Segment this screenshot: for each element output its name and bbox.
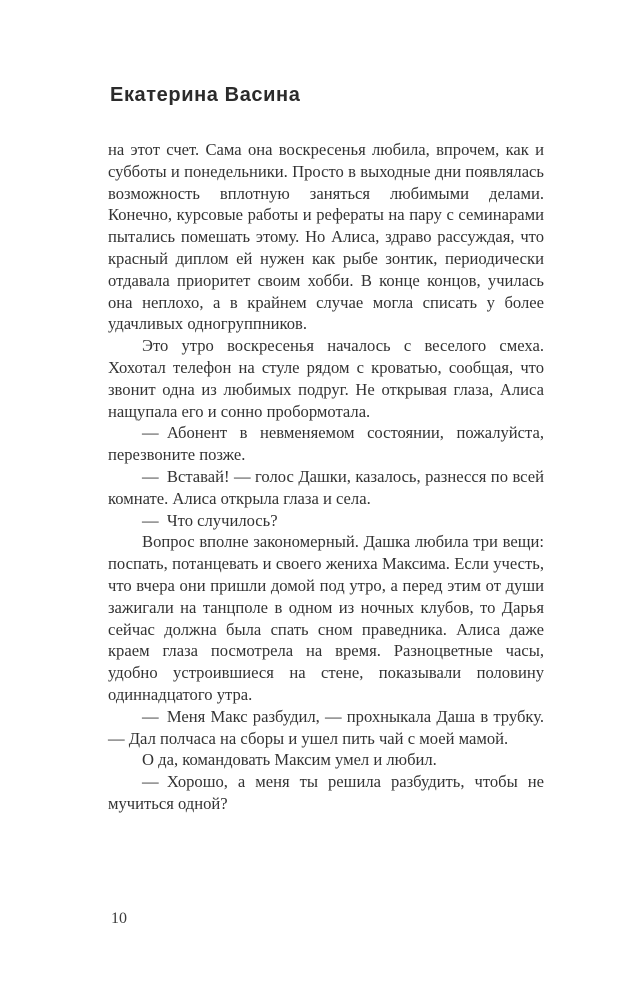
paragraph: — Абонент в невменяемом состоянии, пожалуйста, перезвоните позже. — [108, 423, 544, 465]
running-header-author: Екатерина Васина — [110, 84, 301, 106]
paragraph: Вопрос вполне закономерный. Дашка любила три вещи: поспать, потанцевать и своего жениха Максима. Если учесть, что вчера они пришли домой под утро, а перед этим от души зажигали на танцполе в одном из ночных клубов, то Дарья сейчас должна была спать сном праведника. Алиса даже краем глаза посмотрела на время. Разноцветные часы, удобно устроившиеся на стене, показывали половину одиннадцатого утра. — [108, 532, 544, 704]
paragraph: на этот счет. Сама она воскресенья любила, впрочем, как и субботы и понедельники. Просто в выходные дни появлялась возможность вплотную заняться любимыми делами. Конечно, курсовые работы и рефераты на пару с семинарами пытались помешать этому. Но Алиса, здраво рассуждая, что красный диплом ей нужен как рыбе зонтик, периодически отдавала приоритет своим хобби. В конце концов, училась она неплохо, а в крайнем случае могла списать у более удачливых одногруппников. — [108, 140, 544, 334]
paragraph: — Меня Макс разбудил, — прохныкала Даша в трубку. — Дал полчаса на сборы и ушел пить чай с моей мамой. — [108, 706, 544, 748]
text-block — [108, 139, 544, 815]
paragraph: — Что случилось? — [142, 510, 278, 530]
paragraph: — Хорошо, а меня ты решила разбудить, чтобы не мучиться одной? — [108, 772, 544, 813]
paragraph: — Вставай! — голос Дашки, казалось, разнесся по всей комнате. Алиса открыла глаза и села. — [108, 466, 544, 508]
paragraph: О да, командовать Максим умел и любил. — [142, 750, 437, 770]
page-number: 10 — [111, 910, 127, 927]
paragraph: Это утро воскресенья началось с веселого смеха. Хохотал телефон на стуле рядом с кроватью, сообщая, что звонит одна из любимых подруг. Не открывая глаза, Алиса нащупала его и сонно пробормотала. — [108, 336, 544, 421]
